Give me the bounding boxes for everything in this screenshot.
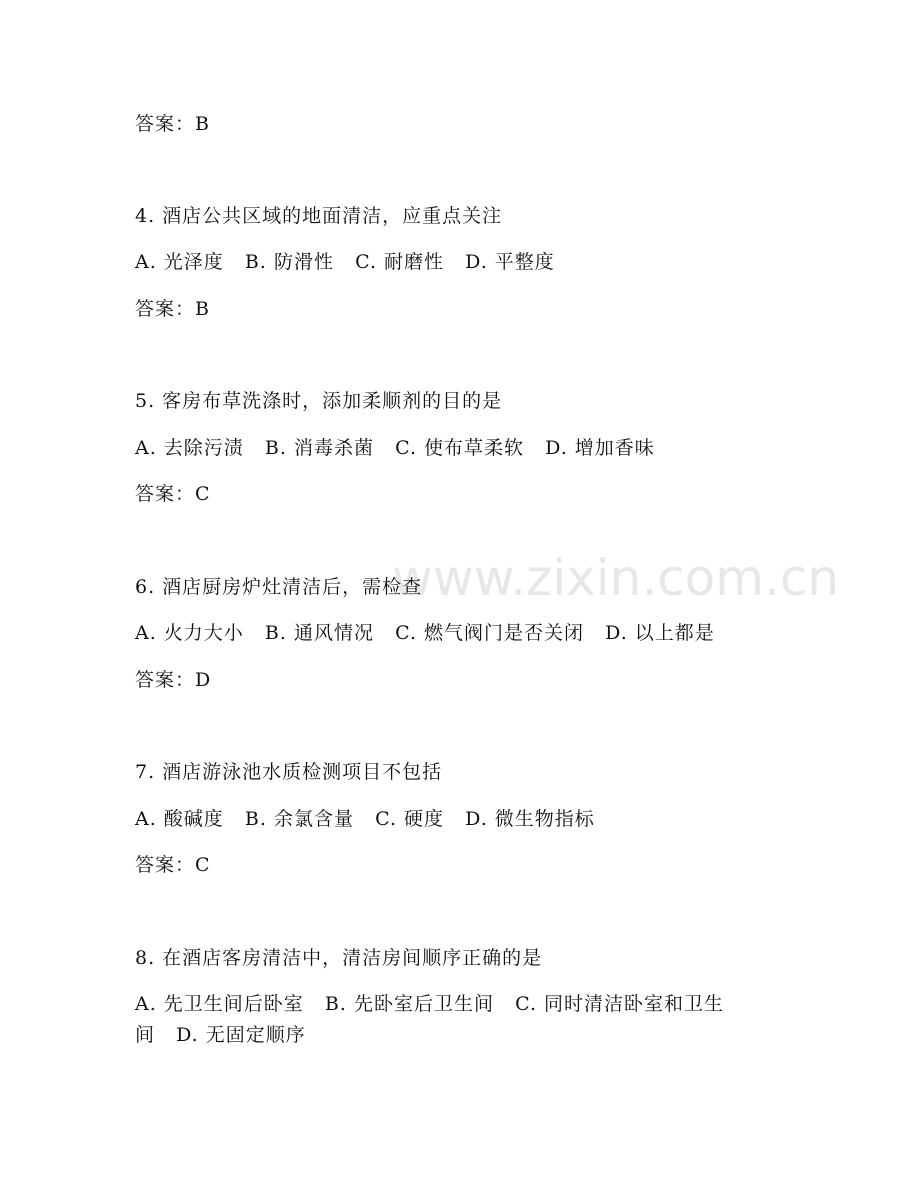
question-4-options: A. 光泽度 B. 防滑性 C. 耐磨性 D. 平整度	[135, 251, 555, 273]
question-5-answer: 答案：C	[135, 483, 211, 505]
question-8: 8. 在酒店客房清洁中，清洁房间顺序正确的是	[135, 947, 543, 969]
watermark-text: www.zixin.com.cn	[392, 549, 840, 607]
question-5-options: A. 去除污渍 B. 消毒杀菌 C. 使布草柔软 D. 增加香味	[135, 437, 655, 459]
question-8-options: A. 先卫生间后卧室 B. 先卧室后卫生间 C. 同时清洁卧室和卫生	[135, 993, 725, 1015]
question-7: 7. 酒店游泳池水质检测项目不包括	[135, 761, 443, 783]
question-7-answer: 答案：C	[135, 854, 211, 876]
question-6: 6. 酒店厨房炉灶清洁后，需检查	[135, 576, 423, 598]
question-7-options: A. 酸碱度 B. 余氯含量 C. 硬度 D. 微生物指标	[135, 808, 595, 830]
question-6-options: A. 火力大小 B. 通风情况 C. 燃气阀门是否关闭 D. 以上都是	[135, 622, 715, 644]
question-5: 5. 客房布草洗涤时，添加柔顺剂的目的是	[135, 390, 503, 412]
question-6-answer: 答案：D	[135, 669, 212, 691]
question-4-answer: 答案：B	[135, 298, 210, 320]
answer-line: 答案：B	[135, 113, 210, 135]
question-4: 4. 酒店公共区域的地面清洁，应重点关注	[135, 205, 503, 227]
question-8-options-continued: 间 D. 无固定顺序	[135, 1024, 306, 1046]
